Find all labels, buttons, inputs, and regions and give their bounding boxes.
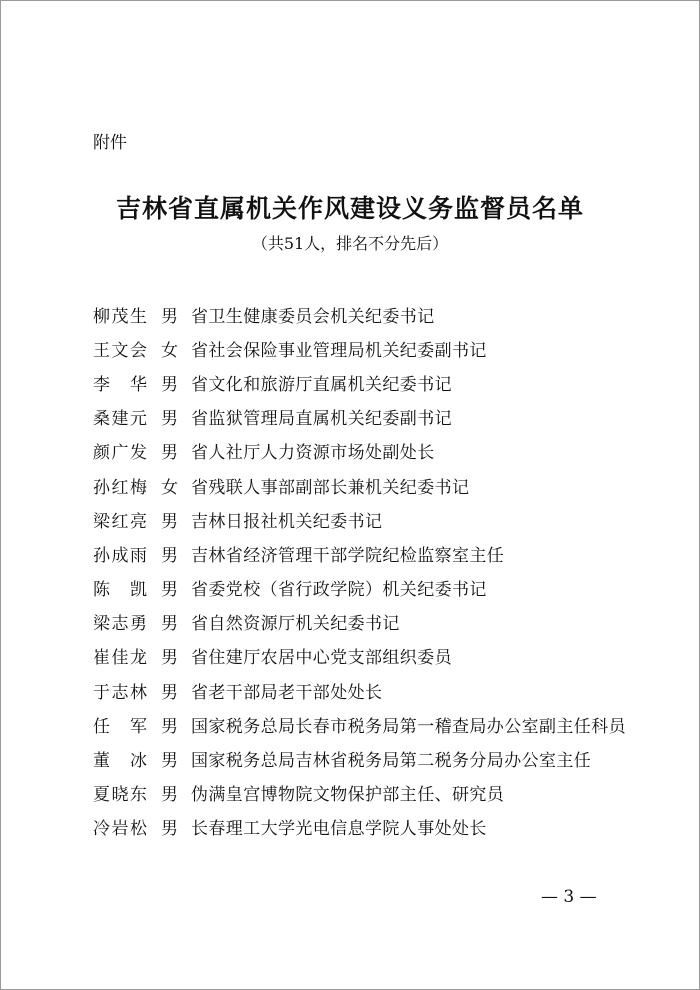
member-name: 陈 凯 [93, 580, 147, 601]
member-role: 国家税务总局吉林省税务局第二税务分局办公室主任 [191, 751, 592, 772]
list-item [93, 571, 653, 605]
member-name: 任 军 [93, 716, 147, 737]
member-gender: 男 [161, 614, 178, 635]
list-item [93, 331, 653, 365]
member-role: 省人社厅人力资源市场处副处长 [191, 443, 435, 464]
member-role: 吉林省经济管理干部学院纪检监察室主任 [191, 545, 505, 566]
member-gender: 男 [161, 648, 178, 669]
member-gender: 男 [161, 716, 178, 737]
member-name: 梁志勇 [93, 614, 147, 635]
member-role: 省自然资源厅机关纪委书记 [191, 614, 400, 635]
list-item [93, 605, 653, 639]
member-gender: 男 [161, 545, 178, 566]
member-role: 省文化和旅游厅直属机关纪委书记 [191, 374, 452, 395]
list-item [93, 707, 653, 741]
member-name: 柳茂生 [93, 306, 147, 327]
member-gender: 男 [161, 374, 178, 395]
list-item [93, 400, 653, 434]
member-role: 省卫生健康委员会机关纪委书记 [191, 306, 435, 327]
member-name: 孙成雨 [93, 545, 147, 566]
member-name: 李 华 [93, 374, 147, 395]
document-subtitle: （共51人，排名不分先后） [251, 234, 449, 253]
member-role: 长春理工大学光电信息学院人事处处长 [191, 819, 487, 840]
member-gender: 男 [161, 511, 178, 532]
member-name: 颜广发 [93, 443, 147, 464]
member-gender: 男 [161, 580, 178, 601]
list-item [93, 673, 653, 707]
member-gender: 男 [161, 751, 178, 772]
list-item [93, 776, 653, 810]
member-name: 夏晓东 [93, 785, 147, 806]
member-role: 省残联人事部副部长兼机关纪委书记 [191, 477, 470, 498]
member-name: 梁红亮 [93, 511, 147, 532]
member-name: 崔佳龙 [93, 648, 147, 669]
member-gender: 男 [161, 785, 178, 806]
document-title: 吉林省直属机关作风建设义务监督员名单 [115, 194, 584, 223]
member-gender: 男 [161, 409, 178, 430]
annex-label: 附件 [93, 133, 127, 153]
member-gender: 男 [161, 306, 178, 327]
list-item [93, 536, 653, 570]
list-item [93, 639, 653, 673]
member-name: 桑建元 [93, 409, 147, 430]
member-role: 国家税务总局长春市税务局第一稽查局办公室副主任科员 [191, 716, 626, 737]
member-name: 孙红梅 [93, 477, 147, 498]
member-gender: 男 [161, 682, 178, 703]
member-role: 省住建厅农居中心党支部组织委员 [191, 648, 452, 669]
page-number: — 3 — [541, 887, 597, 907]
list-item [93, 741, 653, 775]
member-role: 省社会保险事业管理局机关纪委副书记 [191, 340, 487, 361]
member-name: 王文会 [93, 340, 147, 361]
member-role: 省监狱管理局直属机关纪委副书记 [191, 409, 452, 430]
list-item [93, 365, 653, 399]
list-item [93, 434, 653, 468]
member-name: 冷岩松 [93, 819, 147, 840]
member-list [93, 297, 653, 844]
list-item [93, 810, 653, 844]
list-item [93, 468, 653, 502]
member-gender: 女 [161, 340, 178, 361]
list-item [93, 297, 653, 331]
member-role: 伪满皇宫博物院文物保护部主任、研究员 [191, 785, 505, 806]
member-gender: 男 [161, 819, 178, 840]
member-name: 于志林 [93, 682, 147, 703]
member-role: 省老干部局老干部处处长 [191, 682, 383, 703]
member-gender: 男 [161, 443, 178, 464]
member-role: 吉林日报社机关纪委书记 [191, 511, 383, 532]
member-gender: 女 [161, 477, 178, 498]
member-role: 省委党校（省行政学院）机关纪委书记 [191, 580, 487, 601]
member-name: 董 冰 [93, 751, 147, 772]
list-item [93, 502, 653, 536]
